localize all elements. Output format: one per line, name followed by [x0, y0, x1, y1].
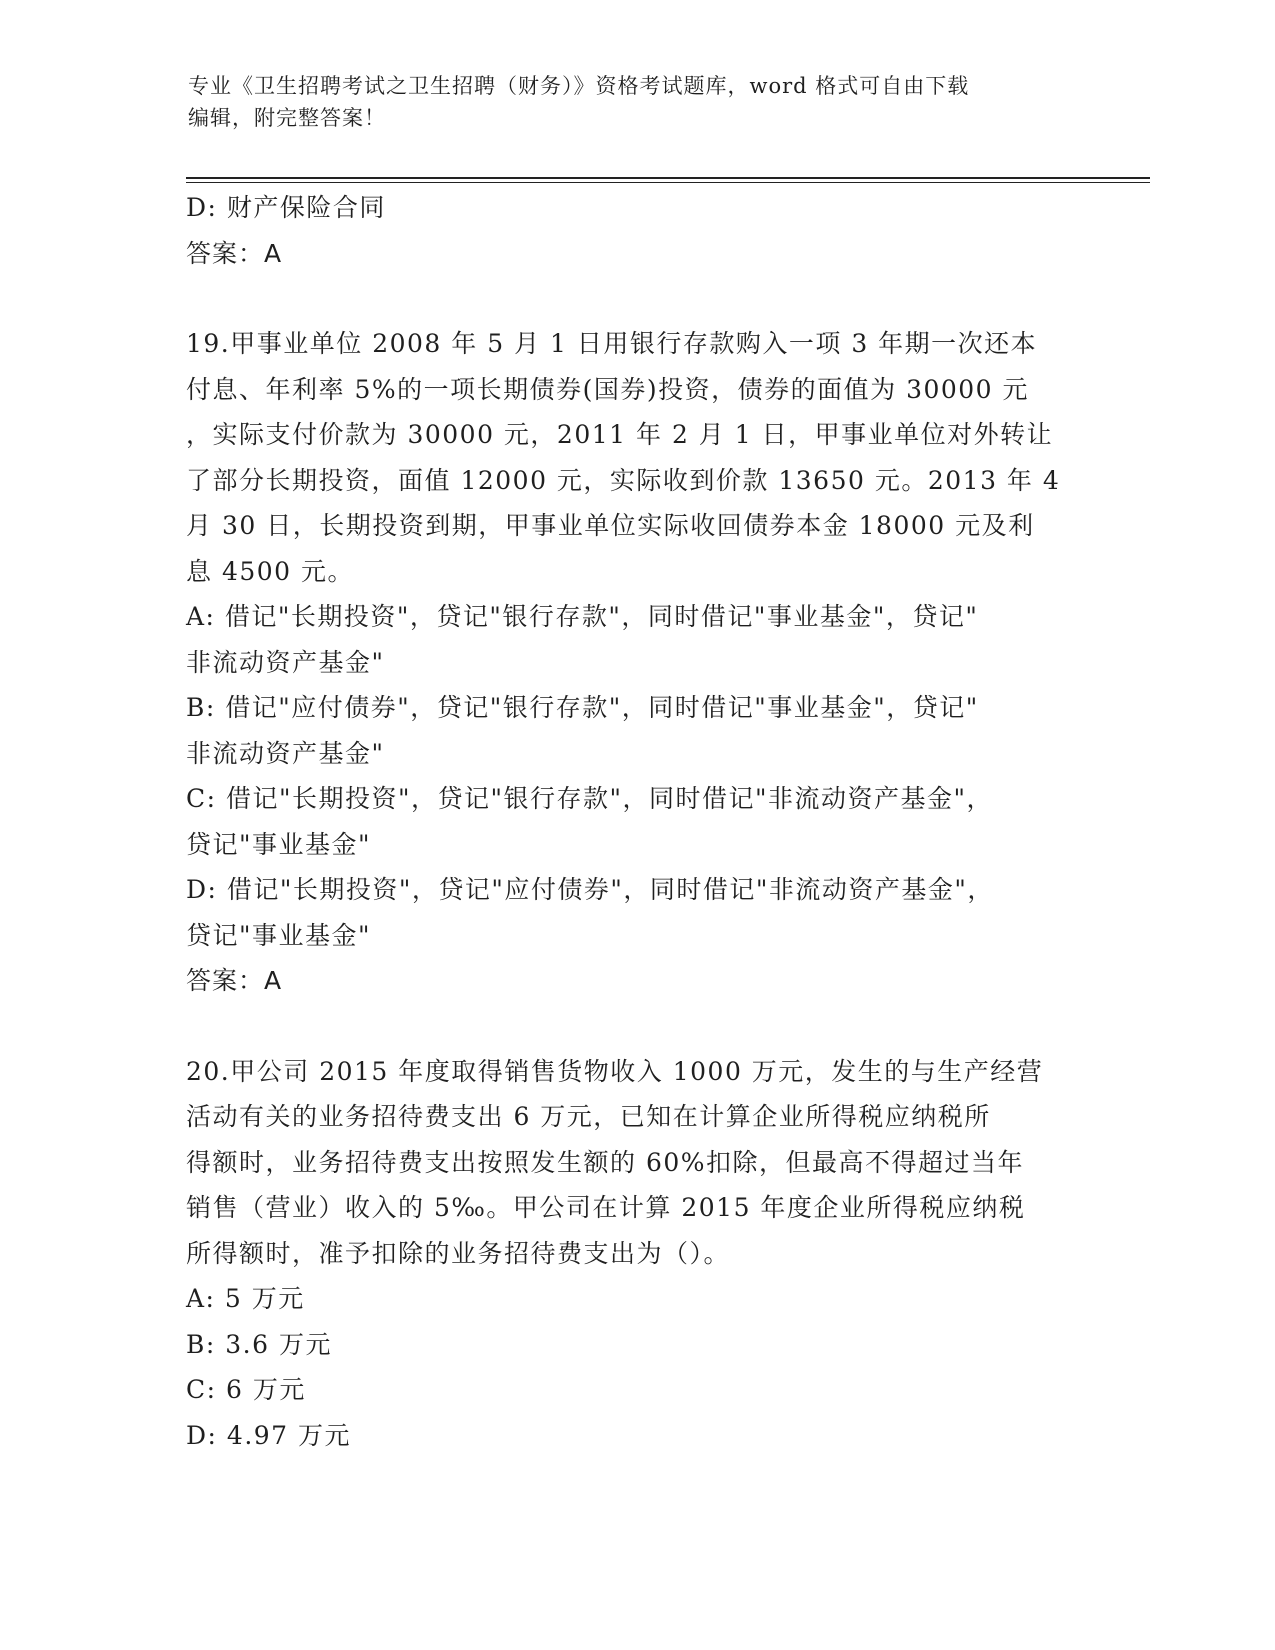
q20-text-line: 20.甲公司 2015 年度取得销售货物收入 1000 万元，发生的与生产经营 — [186, 1056, 1044, 1086]
q19-text-line: 息 4500 元。 — [186, 556, 355, 586]
q20-text-line: 活动有关的业务招待费支出 6 万元，已知在计算企业所得税应纳税所 — [186, 1102, 991, 1131]
header-divider-thin — [186, 182, 1150, 183]
q20-option-a: A: 5 万元 — [186, 1284, 305, 1313]
q19-option-b: B: 借记"应付债券"，贷记"银行存款"，同时借记"事业基金"，贷记" — [186, 693, 979, 722]
q20-option-c: C: 6 万元 — [186, 1375, 306, 1404]
q19-option-b-cont: 非流动资产基金" — [186, 738, 385, 768]
q20-text-line: 得额时，业务招待费支出按照发生额的 60%扣除，但最高不得超过当年 — [186, 1147, 1025, 1177]
q19-text-line: 月 30 日，长期投资到期，甲事业单位实际收回债券本金 18000 元及利 — [186, 511, 1035, 540]
q19-option-a-cont: 非流动资产基金" — [186, 647, 385, 677]
spacer — [186, 276, 1076, 321]
q19-answer: 答案：A — [186, 966, 283, 995]
q19-text-line: ，实际支付价款为 30000 元，2011 年 2 月 1 日，甲事业单位对外转让 — [186, 420, 1054, 449]
header-line-2: 编辑，附完整答案！ — [188, 106, 386, 130]
document-body — [186, 185, 1076, 1458]
prev-answer: 答案：A — [186, 238, 283, 268]
q20-option-d: D: 4.97 万元 — [186, 1420, 352, 1450]
page-header — [188, 70, 1088, 134]
prev-option-d: D: 财产保险合同 — [186, 193, 386, 222]
q19-option-c-cont: 贷记"事业基金" — [186, 829, 371, 859]
q19-option-c: C: 借记"长期投资"，贷记"银行存款"，同时借记"非流动资产基金"， — [186, 784, 993, 813]
q19-text-line: 了部分长期投资，面值 12000 元，实际收到价款 13650 元。2013 年 4 — [186, 465, 1061, 495]
spacer — [186, 1004, 1076, 1049]
q19-option-d-cont: 贷记"事业基金" — [186, 920, 371, 950]
q19-text-line: 19.甲事业单位 2008 年 5 月 1 日用银行存款购入一项 3 年期一次还本 — [186, 329, 1038, 358]
header-divider-thick — [186, 177, 1150, 179]
question-20 — [186, 1049, 1076, 1459]
question-19 — [186, 321, 1076, 1004]
header-line-1: 专业《卫生招聘考试之卫生招聘（财务）》资格考试题库，word 格式可自由下载 — [188, 74, 970, 98]
q20-text-line: 所得额时，准予扣除的业务招待费支出为（）。 — [186, 1238, 731, 1268]
q20-text-line: 销售（营业）收入的 5‰。甲公司在计算 2015 年度企业所得税应纳税 — [186, 1193, 1026, 1222]
q19-option-a: A: 借记"长期投资"，贷记"银行存款"，同时借记"事业基金"，贷记" — [186, 602, 979, 631]
q19-option-d: D: 借记"长期投资"，贷记"应付债券"，同时借记"非流动资产基金"， — [186, 875, 994, 904]
q20-option-b: B: 3.6 万元 — [186, 1329, 332, 1359]
q19-text-line: 付息、年利率 5%的一项长期债券(国券)投资，债券的面值为 30000 元 — [186, 374, 1030, 404]
